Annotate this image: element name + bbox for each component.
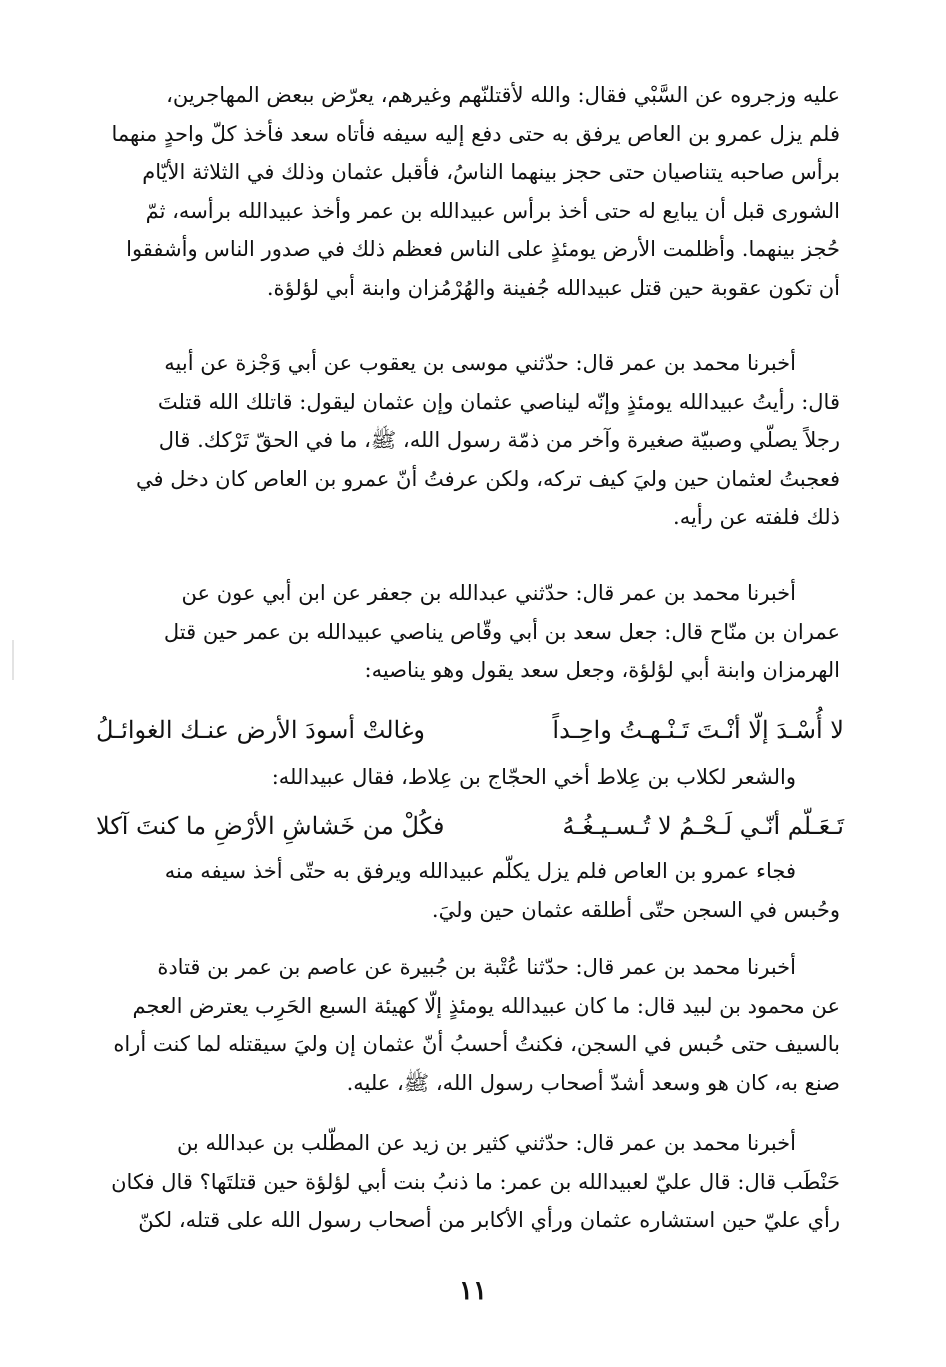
poem-verse-2 [96,806,844,846]
text-line: أخبرنا محمد بن عمر قال: حدّثني كثير بن زيد عن المطّلب بن عبدالله بن [176,1131,796,1155]
text-line: والشعر لكلاب بن عِلاط أخي الحجّاج بن عِلاط، فقال عبيدالله: [271,765,796,789]
text-line: أن تكون عقوبة حين قتل عبيدالله جُفينة والهُرْمُزان وابنة أبي لؤلؤة. [266,275,840,300]
text-line: أخبرنا محمد بن عمر قال: حدّثنا عُتْبة بن جُبيرة عن عاصم بن عمر بن قتادة [157,955,796,979]
text-line: فلم يزل عمرو بن العاص يرفق به حتى دفع إليه سيفه فأتاه سعد فأخذ كلّ واحدٍ منهما [111,121,840,146]
text-line: عمران بن منّاح قال: جعل سعد بن أبي وقّاص يناصي عبيدالله بن عمر حين قتل [163,619,840,644]
paragraph-6 [100,948,840,1102]
text-line: صنع به، كان هو وسعد أشدّ أصحاب رسول الله، ﷺ، عليه. [346,1070,840,1095]
text-line: بالسيف حتى حُبس في السجن، فكنتُ أحسبُ أنّ عثمان إن وليَ سيقتله لما كنت أراه [113,1032,840,1057]
text-line: وحُبس في السجن حتّى أطلقه عثمان حين وليَ. [431,897,840,922]
text-line: أخبرنا محمد بن عمر قال: حدّثني عبدالله بن جعفر عن ابن أبي عون عن [181,581,796,605]
text-line: عليه وزجروه عن السَّبْي فقال: والله لأقتلنّهم وغيرهم، يعرّض ببعض المهاجرين، [166,83,840,107]
verse-second-hemistich: فكُلْ من خَشاشِ الأرْضِ ما كنتَ آكلا [96,812,445,840]
text-line: أخبرنا محمد بن عمر قال: حدّثني موسى بن يعقوب عن أبي وَجْزة عن أبيه [164,351,796,375]
paragraph-5 [100,852,840,929]
text-line: فجاء عمرو بن العاص فلم يزل يكلّم عبيدالله ويرفق به حتّى أخذ سيفه منه [164,859,796,883]
text-line: عن محمود بن لبيد قال: ما كان عبيدالله يومئذٍ إلّا كهيئة السبع الحَرِب يعترض العجم [132,993,840,1018]
text-line: قال: رأيتُ عبيدالله يومئذٍ وإنّه ليناصي عثمان وإن عثمان ليقول: قاتلك الله قتلتَ [157,389,840,414]
text-line: فعجبتُ لعثمان حين وليَ كيف تركه، ولكن عرفتُ أنّ عمرو بن العاص كان دخل في [136,466,840,491]
paragraph-3 [100,574,840,690]
verse-first-hemistich: لا أُسْـدَ إلّا أنْـتَ تَـنْـهـتُ واحِـداً [552,716,844,744]
text-line: الشورى قبل أن يبايع له حتى أخذ برأس عبيدالله بن عمر وأخذ عبيدالله برأسه، ثمّ [145,198,840,223]
page-number: ١١ [459,1276,487,1306]
paragraph-7 [100,1124,840,1240]
paragraph-1 [100,76,840,308]
text-line: ذلك فلفته عن رأيه. [673,505,840,530]
text-line: برأس صاحبه يتناصيان حتى حجز بينهما الناسُ، فأقبل عثمان وذلك في الثلاثة الأيّام [142,160,840,185]
paragraph-2 [100,344,840,537]
text-line: رجلاً يصلّي وصبيّة صغيرة وآخر من ذمّة رسول الله، ﷺ، ما في الحقّ تَرْكك. قال [158,428,840,453]
text-line: حُجز بينهما. وأظلمت الأرض يومئذٍ على الناس فعظم ذلك في صدور الناس وأشفقوا [126,237,840,262]
text-line: رأي عليّ حين استشاره عثمان ورأي الأكابر من أصحاب رسول الله على قتله، لكنّ [138,1208,840,1233]
text-line: حَنْطَب قال: قال عليّ لعبيدالله بن عمر: ما ذنبُ بنت أبي لؤلؤة حين قتلتَها؟ قال فكان [111,1169,840,1194]
verse-first-hemistich: تَـعَـلّم أنّـي لَـحْـمُ لا تُـسـيـغُـهُ [562,812,844,840]
verse-second-hemistich: وغالتْ أسودَ الأرض عنـك الغوائـلُ [96,716,426,744]
text-line: الهرمزان وابنة أبي لؤلؤة، وجعل سعد يقول وهو يناصيه: [364,658,840,683]
scan-margin-mark [12,640,14,680]
paragraph-4 [100,758,840,797]
poem-verse-1 [96,710,844,750]
